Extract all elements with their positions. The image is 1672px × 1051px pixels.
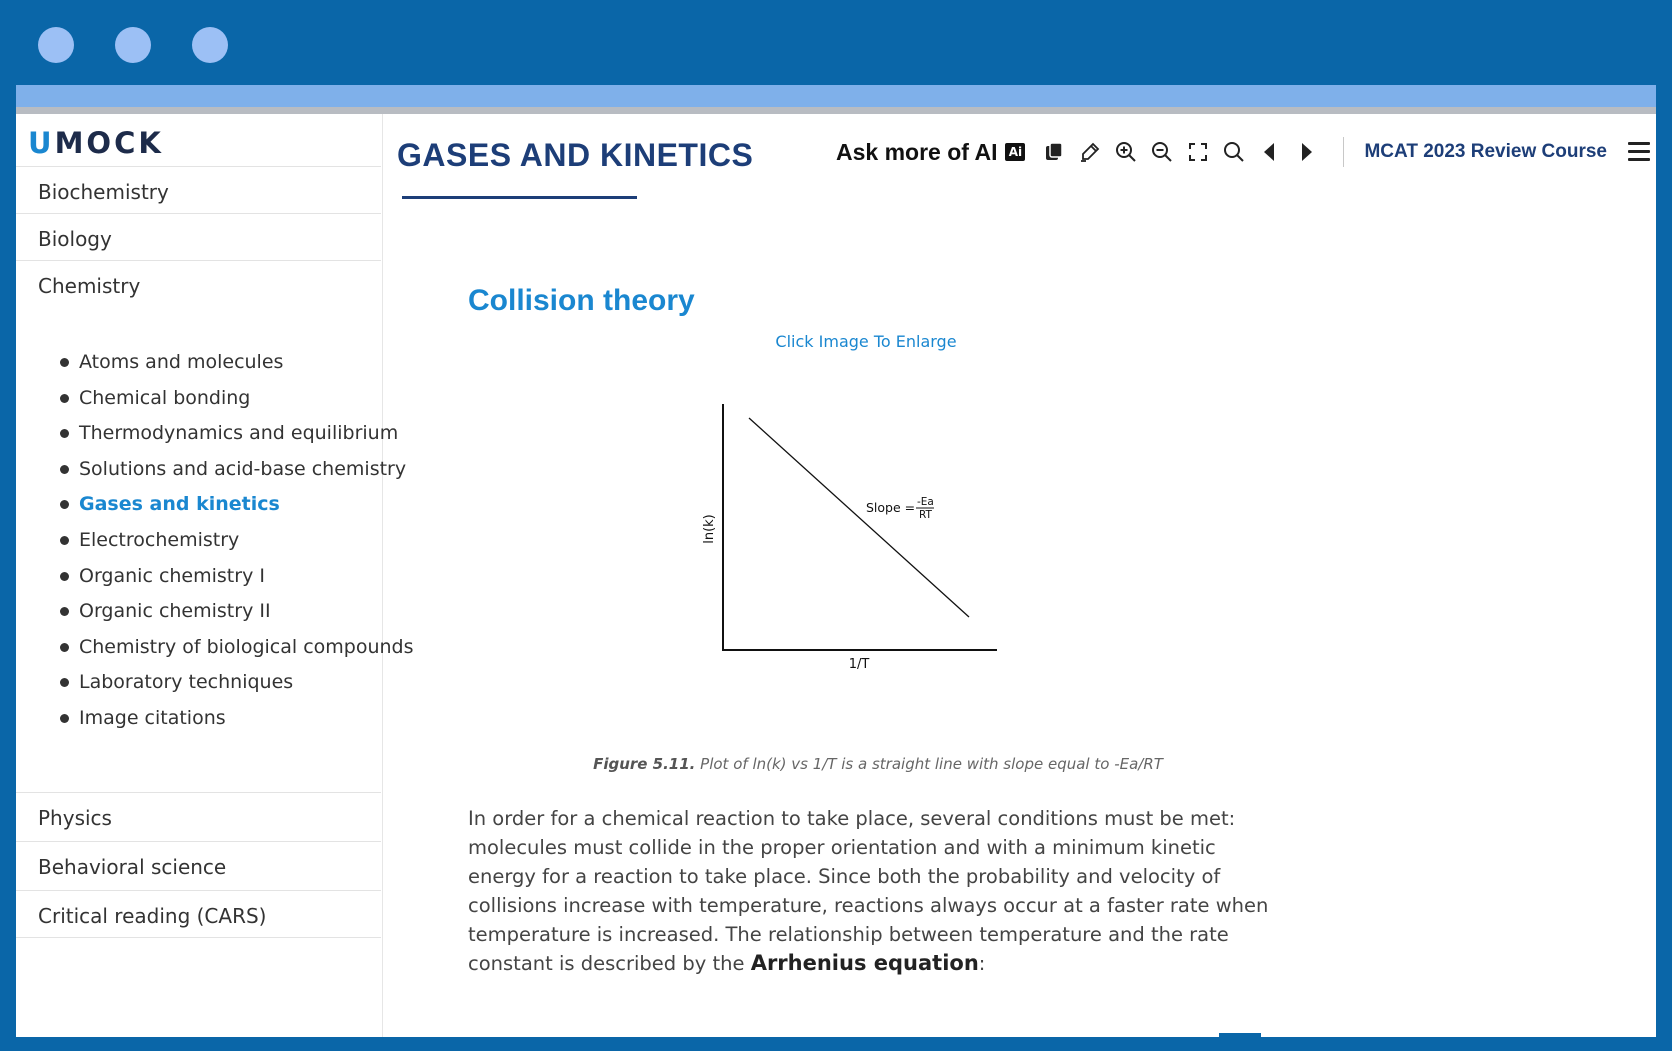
sidebar-item-behavioral-science[interactable]: Behavioral science bbox=[16, 841, 381, 889]
bullet-icon bbox=[60, 536, 69, 545]
paragraph-text: In order for a chemical reaction to take place, several conditions must be met: molecules must collide in the proper orientation and with a minimum kinetic energy for a reaction to take place. Since both the probability and velocity of collisions increase with temperature, reactions always occur at a faster rate when temperature is increased. The relationship between temperature and the rate constant is described by the bbox=[468, 807, 1269, 975]
bullet-icon bbox=[60, 643, 69, 652]
topic-organic-chemistry-1[interactable] bbox=[42, 560, 414, 596]
sidebar-item-biology[interactable]: Biology bbox=[16, 213, 381, 261]
highlighter-icon[interactable] bbox=[1077, 139, 1103, 165]
title-underline bbox=[402, 196, 637, 199]
umock-logo[interactable] bbox=[28, 126, 164, 160]
topic-image-citations[interactable] bbox=[42, 702, 414, 738]
topic-chemical-bonding[interactable] bbox=[42, 382, 414, 418]
sidebar bbox=[16, 114, 414, 1037]
next-icon[interactable] bbox=[1293, 139, 1319, 165]
bullet-icon bbox=[60, 358, 69, 367]
topic-label: Solutions and acid-base chemistry bbox=[79, 457, 407, 480]
search-icon[interactable] bbox=[1221, 139, 1247, 165]
slope-numerator: -Ea bbox=[917, 496, 934, 508]
copy-icon[interactable] bbox=[1041, 139, 1067, 165]
caption-text: Plot of ln(k) vs 1/T is a straight line with slope equal to -Ea/RT bbox=[700, 755, 1163, 773]
toolbar-divider bbox=[1343, 137, 1344, 167]
logo-text: MOCK bbox=[54, 126, 164, 160]
topic-atoms-and-molecules[interactable] bbox=[42, 346, 414, 382]
bullet-icon bbox=[60, 394, 69, 403]
figure-caption bbox=[468, 755, 1288, 773]
zoom-out-icon[interactable] bbox=[1149, 139, 1175, 165]
reader-toolbar bbox=[836, 132, 1607, 172]
zoom-in-icon[interactable] bbox=[1113, 139, 1139, 165]
topic-electrochemistry[interactable] bbox=[42, 524, 414, 560]
topic-label: Gases and kinetics bbox=[79, 493, 280, 516]
paragraph-end: : bbox=[978, 952, 986, 975]
logo-letter-u: U bbox=[28, 126, 55, 160]
course-link[interactable]: MCAT 2023 Review Course bbox=[1364, 141, 1607, 162]
trend-line bbox=[749, 418, 969, 617]
topic-gases-and-kinetics[interactable] bbox=[42, 488, 414, 524]
scroll-indicator bbox=[1219, 1033, 1261, 1037]
window-controls bbox=[38, 27, 228, 63]
bullet-icon bbox=[60, 572, 69, 581]
topic-label: Image citations bbox=[79, 706, 226, 729]
top-strip bbox=[16, 85, 1656, 107]
ask-ai-button[interactable]: Ask more of AI bbox=[836, 138, 998, 165]
bullet-icon bbox=[60, 678, 69, 687]
bullet-icon bbox=[60, 429, 69, 438]
window-dot-2[interactable] bbox=[115, 27, 151, 63]
topic-thermodynamics[interactable] bbox=[42, 417, 414, 453]
page-title: GASES AND KINETICS bbox=[397, 137, 754, 173]
top-strip-divider bbox=[16, 107, 1656, 114]
arrhenius-term: Arrhenius equation bbox=[750, 951, 979, 975]
sidebar-item-physics[interactable]: Physics bbox=[16, 792, 381, 840]
sidebar-item-critical-reading[interactable]: Critical reading (CARS) bbox=[16, 890, 381, 938]
topic-label: Organic chemistry II bbox=[79, 600, 271, 623]
y-axis-label: ln(k) bbox=[702, 514, 717, 544]
bullet-icon bbox=[60, 465, 69, 474]
topic-label: Atoms and molecules bbox=[79, 351, 284, 373]
sidebar-item-chemistry[interactable]: Chemistry bbox=[16, 260, 381, 308]
bullet-icon bbox=[60, 500, 69, 509]
previous-icon[interactable] bbox=[1257, 139, 1283, 165]
chemistry-topic-list bbox=[42, 346, 414, 738]
topic-label: Electrochemistry bbox=[79, 528, 240, 551]
topic-solutions-acid-base[interactable] bbox=[42, 453, 414, 489]
slope-denominator: RT bbox=[919, 509, 932, 521]
topic-label: Chemistry of biological compounds bbox=[79, 635, 414, 658]
x-axis-label: 1/T bbox=[848, 657, 870, 672]
window-dot-1[interactable] bbox=[38, 27, 74, 63]
topic-biological-compounds[interactable] bbox=[42, 631, 414, 667]
enlarge-image-link[interactable]: Click Image To Enlarge bbox=[775, 332, 957, 351]
topic-label: Organic chemistry I bbox=[79, 564, 265, 587]
topic-laboratory-techniques[interactable] bbox=[42, 666, 414, 702]
section-heading: Collision theory bbox=[468, 284, 695, 317]
bullet-icon bbox=[60, 714, 69, 723]
menu-icon[interactable] bbox=[1628, 142, 1650, 166]
window-dot-3[interactable] bbox=[192, 27, 228, 63]
app-window bbox=[16, 114, 1656, 1037]
sidebar-item-biochemistry[interactable]: Biochemistry bbox=[16, 166, 381, 214]
arrhenius-plot-figure[interactable] bbox=[681, 384, 1041, 684]
caption-label: Figure 5.11. bbox=[593, 755, 696, 773]
fullscreen-icon[interactable] bbox=[1185, 139, 1211, 165]
bullet-icon bbox=[60, 607, 69, 616]
slope-label: Slope = bbox=[866, 500, 916, 515]
body-paragraph bbox=[468, 804, 1288, 978]
topic-label: Laboratory techniques bbox=[79, 671, 294, 694]
topic-label: Chemical bonding bbox=[79, 386, 251, 409]
ai-icon[interactable]: Ai bbox=[1005, 143, 1025, 161]
topic-label: Thermodynamics and equilibrium bbox=[79, 422, 399, 445]
topic-organic-chemistry-2[interactable] bbox=[42, 595, 414, 631]
